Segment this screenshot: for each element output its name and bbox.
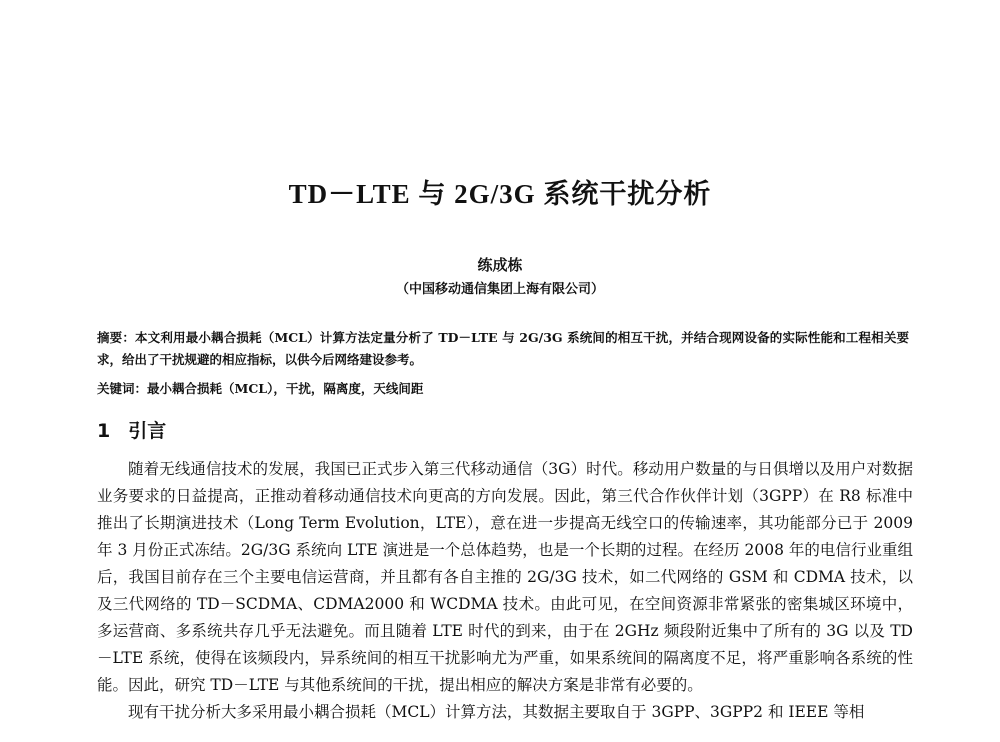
paragraph: 随着无线通信技术的发展，我国已正式步入第三代移动通信（3G）时代。移动用户数量的与日俱增以及用户对数据业务要求的日益提高，正推动着移动通信技术向更高的方向发展。因此，第三代合作伙伴计划（3GPP）在 R8 标准中推出了长期演进技术（Long Term Evolution，LTE），意在进一步提高无线空口的传输速率，其功能部分已于 2009 年 3 月份正式冻结。2G/3G 系统向 LTE 演进是一个总体趋势，也是一个长期的过程。在经历 2008 年的电信行业重组后，我国目前存在三个主要电信运营商，并且都有各自主推的 2G/3G 技术，如二代网络的 GSM 和 CDMA 技术，以及三代网络的 TD－SCDMA、CDMA2000 和 WCDMA 技术。由此可见，在空间资源非常紧张的密集城区环境中，多运营商、多系统共存几乎无法避免。而且随着 LTE 时代的到来，由于在 2GHz 频段附近集中了所有的 3G 以及 TD－LTE 系统，使得在该频段内，异系统间的相互干扰影响尤为严重，如果系统间的隔离度不足，将严重影响各系统的性能。因此，研究 TD－LTE 与其他系统间的干扰，提出相应的解决方案是非常有必要的。 [97,460,913,694]
section-title: 引言 [128,420,167,442]
abstract-text: 本文利用最小耦合损耗（MCL）计算方法定量分析了 TD－LTE 与 2G/3G 系统间的相互干扰，并结合现网设备的实际性能和工程相关要求，给出了干扰规避的相应指标，以供今后网络建设参考。 [97,330,909,367]
keywords-text: 最小耦合损耗（MCL），干扰，隔离度，天线间距 [147,381,424,396]
body-text [97,456,913,726]
keywords-label: 关键词： [97,381,148,396]
abstract [97,327,909,371]
abstract-label: 摘要： [97,330,136,345]
section-number: 1 [97,420,111,442]
section-heading [97,416,166,443]
author-name: 练成栋 [477,256,523,274]
paragraph: 现有干扰分析大多采用最小耦合损耗（MCL）计算方法，其数据主要取自于 3GPP、3GPP2 和 IEEE 等相 [128,703,865,721]
paper-title: TD－LTE 与 2G/3G 系统干扰分析 [288,179,712,209]
keywords [97,379,909,399]
author-affiliation: （中国移动通信集团上海有限公司） [395,282,604,297]
